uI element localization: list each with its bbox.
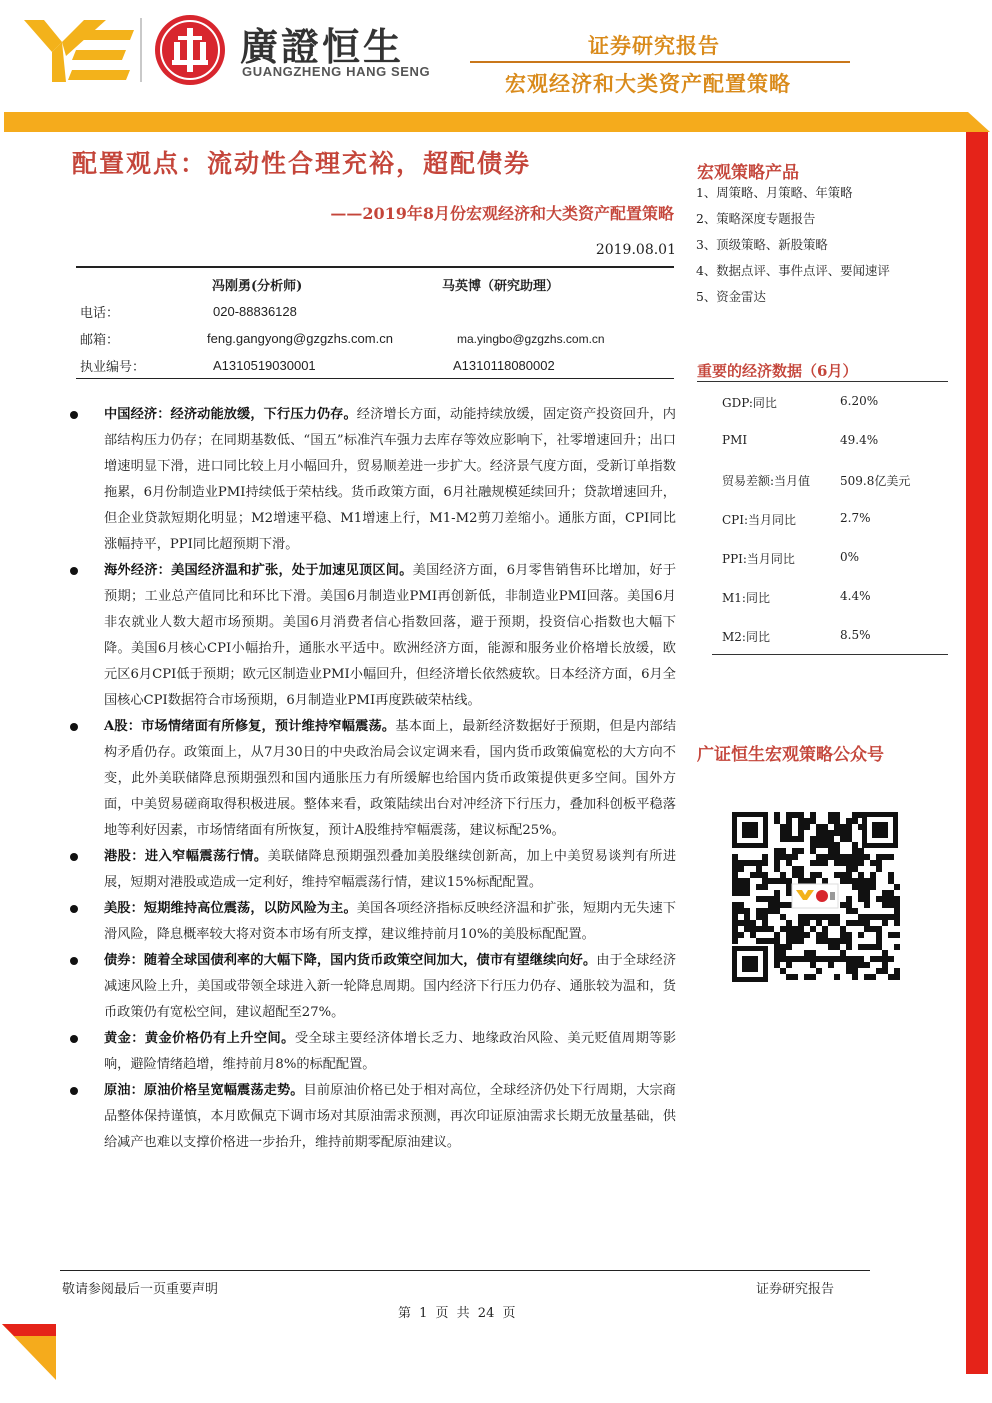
bullet-dot-icon <box>70 411 78 419</box>
product-list <box>696 180 890 310</box>
econ-label: PMI <box>722 433 748 447</box>
summary-bullets <box>70 402 676 1156</box>
product-item: 5、资金雷达 <box>696 289 766 304</box>
footer-disclaimer: 敬请参阅最后一页重要声明 <box>62 1282 219 1297</box>
product-item: 1、周策略、月策略、年策略 <box>696 185 853 200</box>
bullet-dot-icon <box>70 567 78 575</box>
bullet-body: 经济增长方面，动能持续放缓，固定资产投资回升，内部结构压力仍存；在同期基数低、“国五”标准汽车强力去库存等效应影响下，社零增速回升；出口增速明显下滑，进口同比较上月小幅回升，贸易顺差进一步扩大。经济景气度方面，受新订单指数拖累，6月份制造业PMI持续低于荣枯线。货币政策方面，6月社融规模延续回升；贷款增速回升，但企业贷款短期化明显；M2增速平稳、M1增速上行，M1-M2剪刀差缩小。通胀方面，CPI同比涨幅持平，PPI同比超预期下滑。 <box>104 407 676 552</box>
page-number: 第 1 页 共 24 页 <box>398 1306 516 1321</box>
report-type: 证券研究报告 <box>588 34 720 58</box>
bullet-bonds <box>70 948 676 1026</box>
bullet-heading: 原油：原油价格呈宽幅震荡走势。 <box>104 1083 304 1098</box>
econ-value: 6.20% <box>840 394 879 408</box>
page-subtitle: ——2019年8月份宏观经济和大类资产配置策略 <box>330 204 674 223</box>
econ-data-bottom-rule <box>712 654 948 655</box>
company-logo-ye-icon <box>22 12 134 84</box>
econ-row-pmi <box>722 433 942 447</box>
bullet-us-stocks <box>70 896 676 948</box>
header-rule <box>470 61 850 63</box>
footer-corner-icon <box>2 1324 56 1380</box>
econ-row-trade <box>722 472 942 489</box>
bullet-body: 美国经济方面，6月零售销售环比增加，好于预期；工业总产值同比和环比下滑。美国6月制造业PMI再创新低，非制造业PMI回落。美国6月非农就业人数大超市场预期。美国6月消费者信心指数回落，避于预期，投资信心指数也大幅下降。美国6月核心CPI小幅抬升，通胀水平适中。欧洲经济方面，能源和服务业价格增长放缓，欧元区6月CPI低于预期；欧元区制造业PMI小幅回升，但经济增长依然疲软。日本经济方面，6月全国核心CPI数据符合市场预期，6月制造业PMI再度跌破荣枯线。 <box>104 563 677 708</box>
product-item: 2、策略深度专题报告 <box>696 211 816 226</box>
bullet-hk-shares <box>70 844 676 896</box>
hang-seng-seal-icon <box>154 14 226 86</box>
email-label: 邮箱： <box>80 333 120 348</box>
assistant-email-link[interactable]: ma.yingbo@gzgzhs.com.cn <box>457 332 605 346</box>
bullet-a-shares <box>70 714 676 844</box>
econ-label: M1:同比 <box>722 591 770 605</box>
bullet-dot-icon <box>70 905 78 913</box>
wechat-qr-code-icon <box>730 810 900 984</box>
bullet-heading: A股：市场情绪面有所修复，预计维持窄幅震荡。 <box>104 719 396 734</box>
assistant-name: 马英博（研究助理） <box>442 279 560 294</box>
bullet-overseas-economy <box>70 558 676 714</box>
econ-value: 49.4% <box>840 433 879 447</box>
bullet-dot-icon <box>70 1035 78 1043</box>
author-table-top-rule <box>76 266 674 268</box>
bullet-body: 受全球主要经济体增长乏力、地缘政治风险、美元贬值周期等影响，避险情绪趋增，维持前月8%的标配配置。 <box>104 1031 677 1072</box>
econ-label: M2:同比 <box>722 630 770 644</box>
wechat-title: 广证恒生宏观策略公众号 <box>697 745 884 765</box>
brand-name-en: GUANGZHENG HANG SENG <box>242 64 431 79</box>
bullet-heading: 港股：进入窄幅震荡行情。 <box>104 849 268 864</box>
bullet-dot-icon <box>70 957 78 965</box>
bullet-gold <box>70 1026 676 1078</box>
econ-value: 4.4% <box>840 589 871 603</box>
assistant-license: A1310118080002 <box>453 358 555 373</box>
footer-rule <box>60 1270 870 1271</box>
econ-row-ppi <box>722 550 942 567</box>
econ-value: 2.7% <box>840 511 871 525</box>
brand-name-cn: 廣證恒生 <box>240 25 405 69</box>
econ-data-title: 重要的经济数据（6月） <box>697 362 858 380</box>
bullet-heading: 债券：随着全球国债利率的大幅下降，国内货币政策空间加大，债市有望继续向好。 <box>104 953 597 968</box>
bullet-dot-icon <box>70 853 78 861</box>
econ-row-m2 <box>722 628 942 645</box>
footer-report-type: 证券研究报告 <box>756 1282 835 1297</box>
econ-value: 8.5% <box>840 628 871 642</box>
econ-row-gdp <box>722 394 942 411</box>
bullet-body: 由于全球经济减速风险上升，美国或带领全球进入新一轮降息周期。国内经济下行压力仍存、通胀较为温和，货币政策仍有宽松空间，建议超配至27%。 <box>104 953 677 1020</box>
header-band-corner <box>946 112 990 132</box>
econ-row-cpi <box>722 511 942 528</box>
econ-data-top-rule <box>697 381 948 382</box>
econ-label: PPI:当月同比 <box>722 552 795 566</box>
analyst-email-link[interactable]: feng.gangyong@gzgzhs.com.cn <box>207 331 393 346</box>
bullet-china-economy <box>70 402 676 558</box>
econ-value: 0% <box>840 550 860 564</box>
econ-label: CPI:当月同比 <box>722 513 797 527</box>
econ-row-m1 <box>722 589 942 606</box>
analyst-name: 冯刚勇(分析师) <box>212 279 303 294</box>
bullet-dot-icon <box>70 723 78 731</box>
analyst-license: A1310519030001 <box>213 358 316 373</box>
phone-value: 020-88836128 <box>213 304 297 319</box>
bullet-heading: 中国经济：经济动能放缓，下行压力仍存。 <box>104 407 357 422</box>
bullet-body: 美联储降息预期强烈叠加美股继续创新高，加上中美贸易谈判有所进展，短期对港股或造成一定利好，维持窄幅震荡行情，建议15%标配配置。 <box>104 849 677 890</box>
bullet-dot-icon <box>70 1087 78 1095</box>
header-band <box>4 112 952 132</box>
econ-label: 贸易差额:当月值 <box>722 474 811 488</box>
side-accent-bar <box>966 132 988 1374</box>
report-date: 2019.08.01 <box>595 242 676 258</box>
products-title: 宏观策略产品 <box>697 163 799 183</box>
econ-value: 509.8亿美元 <box>840 474 911 488</box>
bullet-body: 基本面上，最新经济数据好于预期，但是内部结构矛盾仍存。政策面上，从7月30日的中央政治局会议定调来看，国内货币政策偏宽松的大方向不变，此外美联储降息预期强烈和国内通胀压力有所缓解也给国内货币政策提供更多空间。国外方面，中美贸易磋商取得积极进展。整体来看，政策陆续出台对冲经济下行压力，叠加科创板平稳落地等利好因素，市场情绪面有所恢复，预计A股维持窄幅震荡，建议标配25%。 <box>104 719 677 838</box>
report-category: 宏观经济和大类资产配置策略 <box>505 72 791 96</box>
bullet-body: 目前原油价格已处于相对高位，全球经济仍处下行周期，大宗商品整体保持谨慎，本月欧佩克下调市场对其原油需求预测，再次印证原油需求长期无放量基础，供给减产也难以支撑价格进一步抬升，维持前期零配原油建议。 <box>104 1083 676 1150</box>
phone-label: 电话： <box>80 306 120 321</box>
bullet-body: 美国各项经济指标反映经济温和扩张，短期内无失速下滑风险，降息概率较大将对资本市场有所支撑，建议维持前月10%的美股标配配置。 <box>104 901 676 942</box>
product-item: 3、顶级策略、新股策略 <box>696 237 828 252</box>
logo-divider <box>140 18 142 82</box>
author-table-bottom-rule <box>76 378 674 379</box>
econ-label: GDP:同比 <box>722 396 777 410</box>
bullet-heading: 黄金：黄金价格仍有上升空间。 <box>104 1031 295 1046</box>
license-label: 执业编号： <box>80 360 146 375</box>
bullet-heading: 美股：短期维持高位震荡，以防风险为主。 <box>104 901 357 916</box>
bullet-heading: 海外经济：美国经济温和扩张，处于加速见顶区间。 <box>104 563 413 578</box>
bullet-crude-oil <box>70 1078 676 1156</box>
page-title: 配置观点：流动性合理充裕，超配债券 <box>72 149 532 178</box>
product-item: 4、数据点评、事件点评、要闻速评 <box>696 263 890 278</box>
